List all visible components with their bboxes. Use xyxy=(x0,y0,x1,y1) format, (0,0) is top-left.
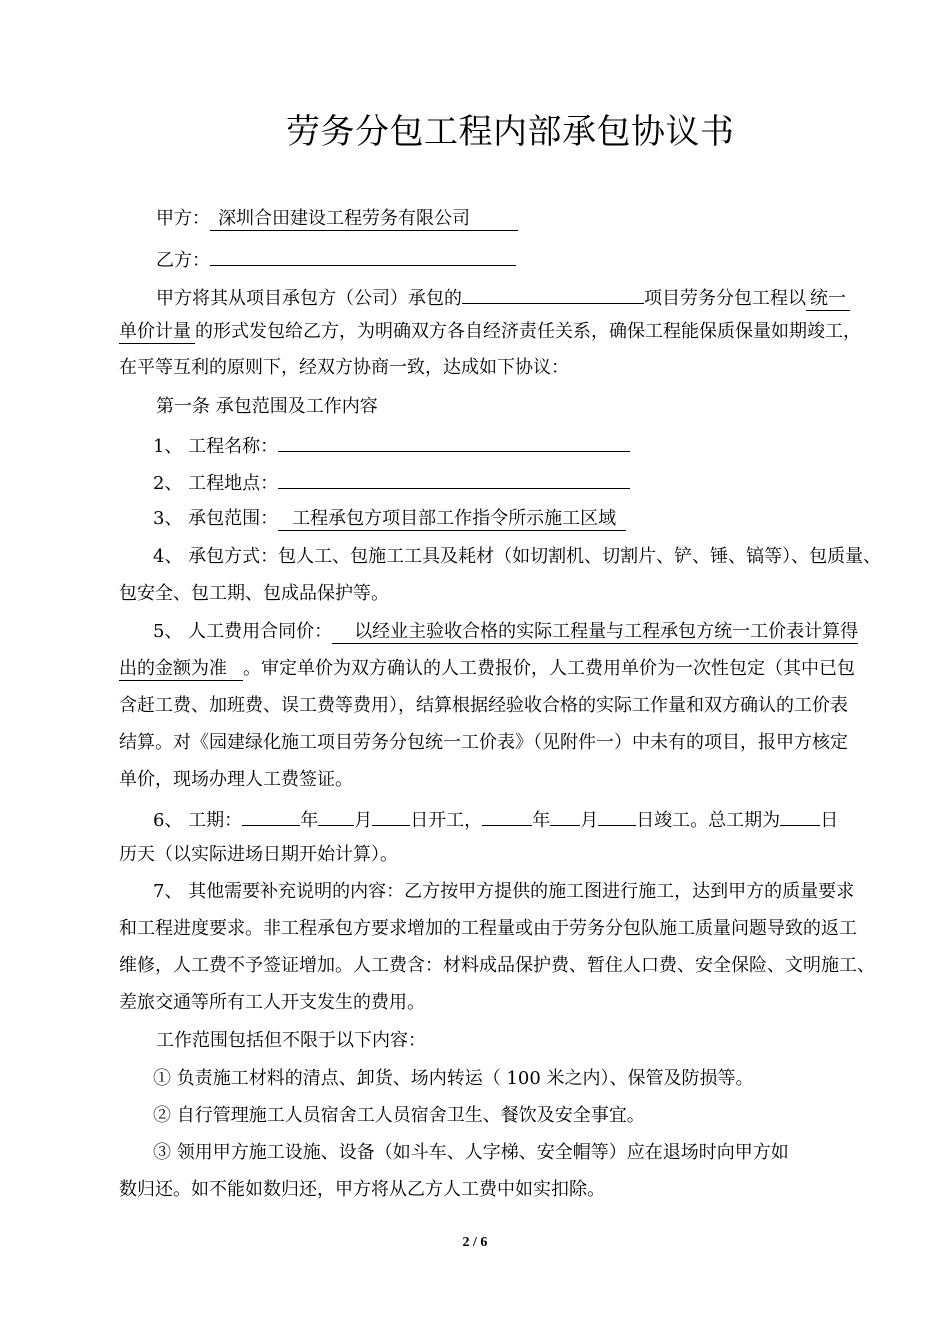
scope-item-3-line-2: 数归还。如不能如数归还，甲方将从乙方人工费中如实扣除。 xyxy=(119,1179,605,1200)
item-7-line-4: 差旅交通等所有工人开支发生的费用。 xyxy=(119,992,425,1013)
item-7-line-1: 7、 其他需要补充说明的内容：乙方按甲方提供的施工图进行施工，达到甲方的质量要求 xyxy=(153,881,855,902)
page-number: 2 / 6 xyxy=(462,1235,488,1250)
intro-line-2 xyxy=(119,320,861,344)
item-6-label: 6、 工期： xyxy=(153,810,243,831)
party-b-line xyxy=(156,246,516,273)
item-2-label: 2、 工程地点： xyxy=(153,473,279,494)
month-label-2: 月 xyxy=(580,810,599,831)
item-7-line-2: 和工程进度要求。非工程承包方要求增加的工程量或由于劳务分包队施工质量问题导致的返工 xyxy=(119,918,857,939)
item-4-line-1: 4、 承包方式：包人工、包施工工具及耗材（如切割机、切割片、铲、锤、镐等）、包质量、 xyxy=(153,546,882,567)
party-a-label: 甲方： xyxy=(156,208,210,229)
item-1-label: 1、 工程名称： xyxy=(153,436,279,457)
start-label: 日开工， xyxy=(410,810,483,831)
intro-text-3: 的形式发包给乙方，为明确双方各自经济责任关系，确保工程能保质保量如期竣工， xyxy=(195,321,861,342)
intro-text-2: 项目劳务分包工程以 xyxy=(644,288,806,309)
intro-text-1: 甲方将其从项目承包方（公司）承包的 xyxy=(156,288,462,309)
start-year-blank xyxy=(242,806,300,826)
article-1-heading: 第一条 承包范围及工作内容 xyxy=(156,396,378,417)
item-3-label: 3、 承包范围： xyxy=(153,508,279,529)
end-day-blank xyxy=(598,806,636,826)
party-b-label: 乙方： xyxy=(156,250,210,271)
item-6-line-1 xyxy=(153,806,838,833)
party-a-value: 深圳合田建设工程劳务有限公司 xyxy=(210,208,518,231)
item-7-line-3: 维修，人工费不予签证增加。人工费含：材料成品保护费、暂住人口费、安全保险、文明施工、 xyxy=(119,955,875,976)
intro-line-3: 在平等互利的原则下，经双方协商一致，达成如下协议： xyxy=(119,357,569,378)
scope-heading: 工作范围包括但不限于以下内容： xyxy=(156,1030,426,1051)
party-b-blank xyxy=(210,246,516,266)
year-label-2: 年 xyxy=(532,810,551,831)
item-5-line-1 xyxy=(153,620,858,644)
item-5-value-1: 以经业主验收合格的实际工程量与工程承包方统一工价表计算得 xyxy=(332,621,858,644)
day-label: 日 xyxy=(820,810,839,831)
project-name-blank xyxy=(462,284,644,304)
item-5-line-4: 结算。对《园建绿化施工项目劳务分包统一工价表》（见附件一）中未有的项目，报甲方核定 xyxy=(119,732,848,753)
document-title: 劳务分包工程内部承包协议书 xyxy=(286,112,735,152)
start-month-blank xyxy=(318,806,354,826)
project-title-blank xyxy=(278,432,630,452)
item-3-value: 工程承包方项目部工作指令所示施工区域 xyxy=(278,508,626,531)
item-3-line xyxy=(153,507,626,531)
item-4-line-2: 包安全、包工期、包成品保护等。 xyxy=(119,583,389,604)
scope-item-1: ① 负责施工材料的清点、卸货、场内转运（ 100 米之内）、保管及防损等。 xyxy=(153,1068,754,1089)
item-1-line xyxy=(153,432,630,459)
item-5-line-5: 单价，现场办理人工费签证。 xyxy=(119,769,353,790)
item-5-line-3: 含赶工费、加班费、误工费等费用），结算根据经验收合格的实际工作量和双方确认的工价表 xyxy=(119,695,848,716)
item-5-value-2: 出的金额为准 xyxy=(119,658,243,681)
item-5-label: 5、 人工费用合同价： xyxy=(153,621,333,642)
pricing-method-part2: 单价计量 xyxy=(119,321,195,344)
scope-item-2: ② 自行管理施工人员宿舍工人员宿舍卫生、餐饮及安全事宜。 xyxy=(153,1105,645,1126)
party-a-line xyxy=(156,207,518,231)
item-2-line xyxy=(153,469,630,496)
end-label: 日竣工。总工期为 xyxy=(636,810,781,831)
item-6-line-2: 历天（以实际进场日期开始计算）。 xyxy=(119,844,398,865)
intro-line-1 xyxy=(156,284,850,311)
item-5-text-2: 。审定单价为双方确认的人工费报价，人工费用单价为一次性包定（其中已包 xyxy=(243,658,855,679)
year-label-1: 年 xyxy=(300,810,319,831)
end-year-blank xyxy=(482,806,532,826)
item-5-line-2 xyxy=(119,657,855,681)
project-location-blank xyxy=(278,469,630,489)
scope-item-3-line-1: ③ 领用甲方施工设施、设备（如斗车、人字梯、安全帽等）应在退场时向甲方如 xyxy=(153,1142,789,1163)
total-days-blank xyxy=(780,806,820,826)
start-day-blank xyxy=(372,806,410,826)
month-label-1: 月 xyxy=(354,810,373,831)
end-month-blank xyxy=(550,806,580,826)
pricing-method-part1: 统一 xyxy=(806,288,850,311)
